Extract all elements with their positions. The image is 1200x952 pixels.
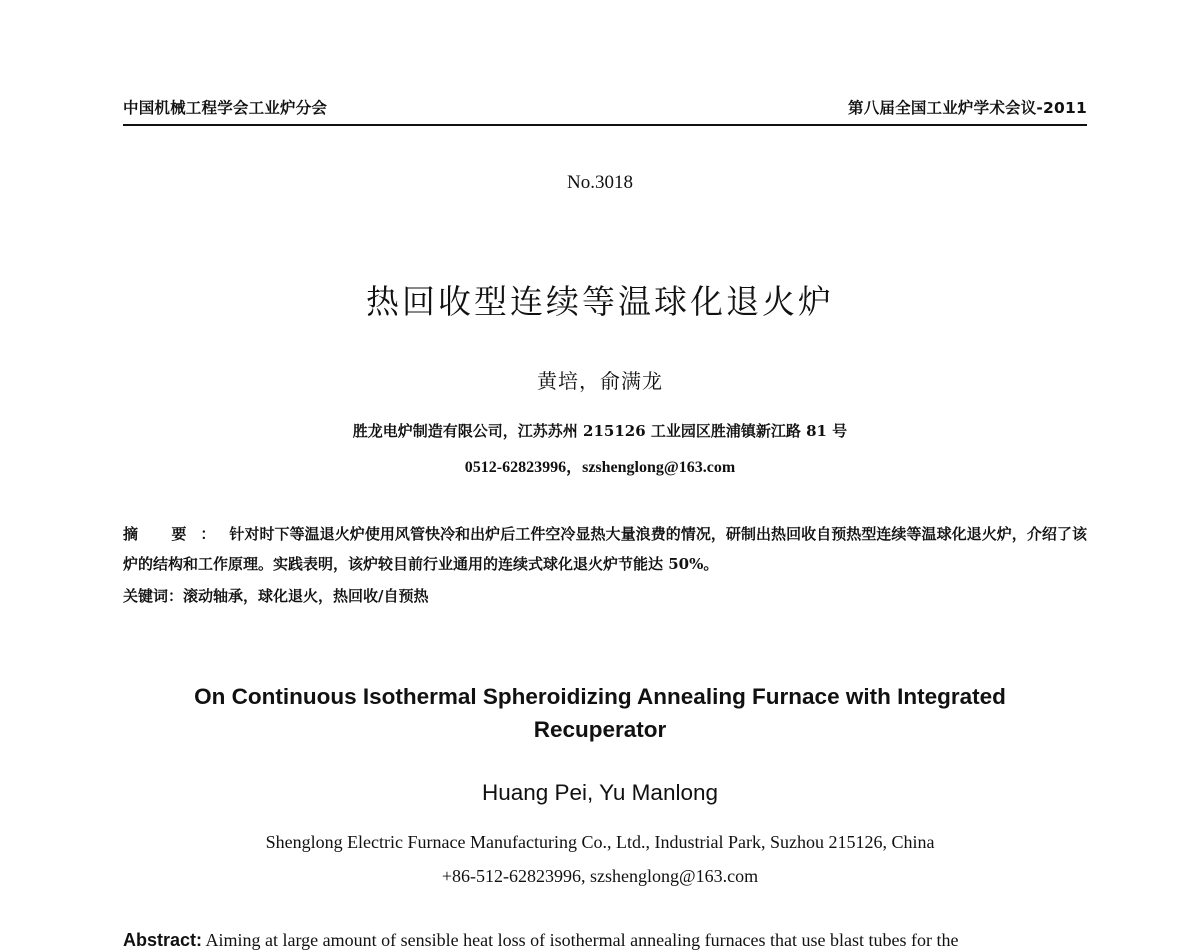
english-authors: Huang Pei, Yu Manlong <box>481 780 718 805</box>
chinese-authors: 黄培，俞满龙 <box>537 369 663 393</box>
chinese-title: 热回收型连续等温球化退火炉 <box>366 282 834 321</box>
chinese-keywords <box>123 585 1087 606</box>
english-abstract-label: Abstract: <box>123 930 203 950</box>
conference-name: 第八届全国工业炉学术会议-2011 <box>848 99 1087 117</box>
english-title <box>0 680 1200 746</box>
chinese-keywords-label: 关键词： <box>123 587 184 605</box>
chinese-keywords-text: 滚动轴承，球化退火，热回收/自预热 <box>183 587 429 605</box>
paper-number: No.3018 <box>567 172 633 193</box>
english-title-line-1: On Continuous Isothermal Spheroidizing Annealing Furnace with Integrated <box>194 684 1006 709</box>
english-title-line-2: Recuperator <box>533 717 667 742</box>
society-name: 中国机械工程学会工业炉分会 <box>123 99 328 117</box>
chinese-abstract-label: 摘 要： <box>123 525 230 543</box>
english-affiliation: Shenglong Electric Furnace Manufacturing Co., Ltd., Industrial Park, Suzhou 215126, China <box>265 832 935 852</box>
english-contact: +86-512-62823996, szshenglong@163.com <box>441 866 759 886</box>
chinese-abstract <box>123 519 1087 579</box>
chinese-contact: 0512-62823996，szshenglong@163.com <box>464 459 736 476</box>
english-abstract <box>123 930 1123 951</box>
chinese-abstract-text: 针对时下等温退火炉使用风管快冷和出炉后工件空冷显热大量浪费的情况，研制出热回收自预热型连续等温球化退火炉，介绍了该炉的结构和工作原理。实践表明，该炉较目前行业通用的连续式球化退火炉节能达 50%。 <box>123 525 1087 573</box>
page-header <box>123 92 1087 126</box>
chinese-affiliation: 胜龙电炉制造有限公司，江苏苏州 215126 工业园区胜浦镇新江路 81 号 <box>352 422 848 440</box>
english-abstract-text: Aiming at large amount of sensible heat loss of isothermal annealing furnaces that use blast tubes for the <box>205 930 959 950</box>
